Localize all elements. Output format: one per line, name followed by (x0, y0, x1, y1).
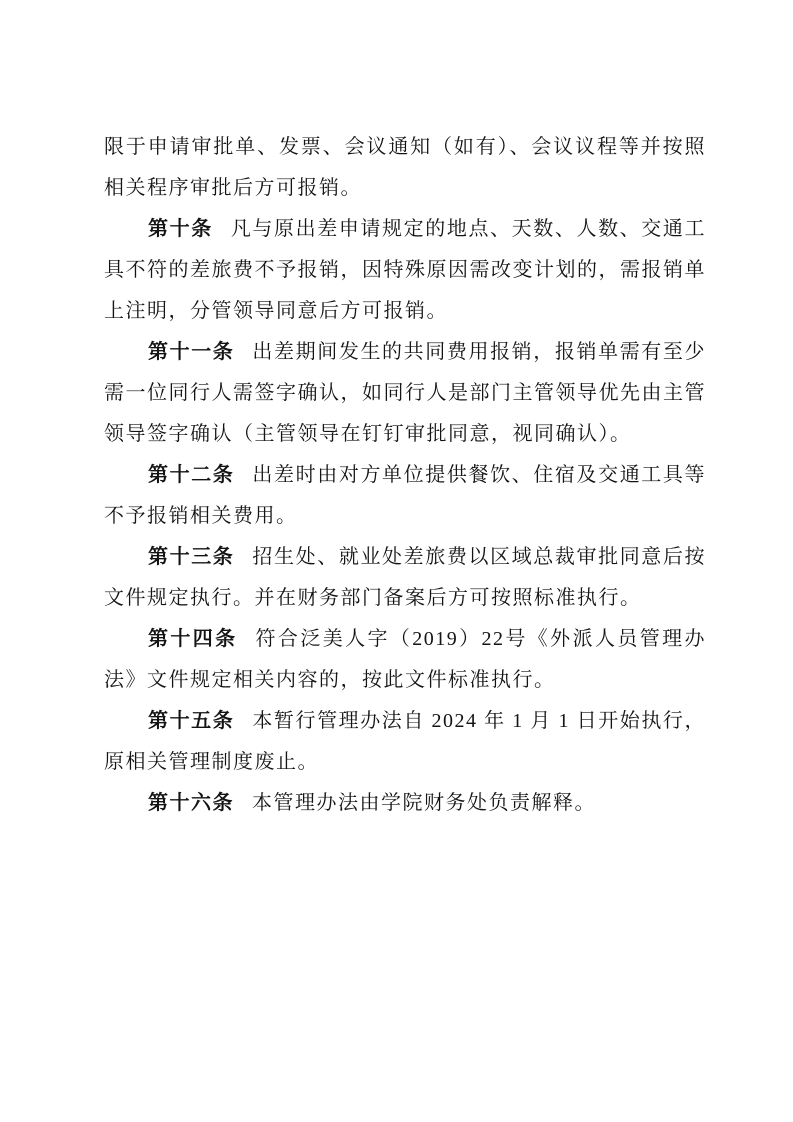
article-15-number: 第十五条 (148, 710, 235, 732)
text-body (104, 127, 706, 824)
article-12-text: 出差时由对方单位提供餐饮、住宿及交通工具等不予报销相关费用。 (104, 464, 707, 527)
paragraph-article-11 (104, 332, 706, 455)
paragraph-article-14 (104, 619, 706, 701)
article-13-text: 招生处、就业处差旅费以区域总裁审批同意后按文件规定执行。并在财务部门备案后方可按照标准执行。 (104, 546, 707, 609)
paragraph-article-13 (104, 537, 706, 619)
article-11-number: 第十一条 (148, 341, 235, 363)
article-15-text: 本暂行管理办法自 2024 年 1 月 1 日开始执行，原相关管理制度废止。 (104, 710, 707, 773)
article-10-text: 凡与原出差申请规定的地点、天数、人数、交通工具不符的差旅费不予报销，因特殊原因需改变计划的，需报销单上注明，分管领导同意后方可报销。 (104, 218, 706, 322)
article-14-number: 第十四条 (148, 628, 238, 650)
paragraph-article-10 (104, 209, 706, 332)
article-16-number: 第十六条 (148, 792, 234, 814)
paragraph-article-12 (104, 455, 706, 537)
paragraph-article-15 (104, 701, 706, 783)
article-13-number: 第十三条 (148, 546, 235, 568)
article-10-number: 第十条 (148, 218, 213, 240)
paragraph-article-16 (104, 783, 706, 824)
paragraph-continuation (104, 127, 706, 209)
article-12-number: 第十二条 (148, 464, 235, 486)
paragraph-continuation-text: 限于申请审批单、发票、会议通知（如有）、会议议程等并按照相关程序审批后方可报销。 (104, 136, 706, 199)
article-16-text: 本管理办法由学院财务处负责解释。 (252, 792, 596, 814)
article-14-text: 符合泛美人字（2019）22号《外派人员管理办法》文件规定相关内容的，按此文件标准执行。 (104, 628, 707, 691)
article-11-text: 出差期间发生的共同费用报销，报销单需有至少需一位同行人需签字确认，如同行人是部门主管领导优先由主管领导签字确认（主管领导在钉钉审批同意，视同确认）。 (104, 341, 707, 445)
